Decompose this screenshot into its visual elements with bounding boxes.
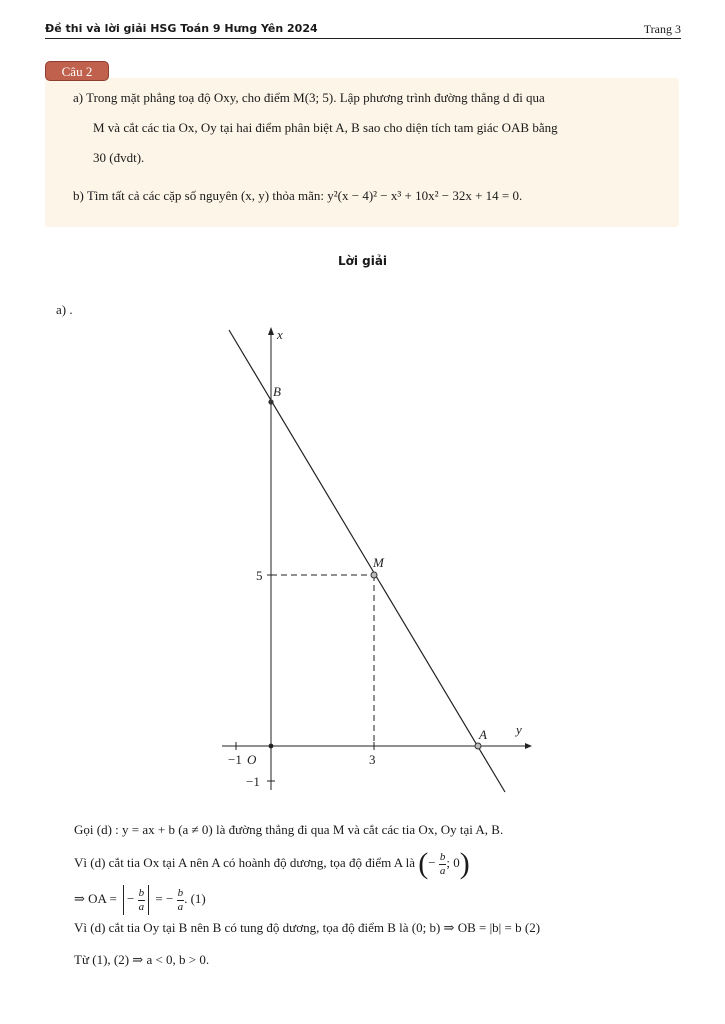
minus-sign: −	[428, 855, 436, 870]
semi-zero: ; 0	[446, 855, 460, 870]
tick-3-label: 3	[369, 752, 376, 767]
line-d	[229, 330, 505, 792]
problem-a-line2: M và cắt các tia Ox, Oy tại hai điểm phân biệt A, B sao cho diện tích tam giác OAB bằng	[93, 120, 558, 135]
origin-label: O	[247, 752, 257, 767]
coordinate-graph	[0, 320, 725, 800]
fraction-b-over-a-result: $\frac{b}{a}$	[177, 886, 184, 913]
problem-a-line3: 30 (đvdt).	[93, 150, 145, 165]
point-a-label: A	[479, 727, 487, 742]
fraction-b-over-a-abs: $\frac{b}{a}$	[138, 886, 145, 913]
problem-a-line1: a) Trong mặt phẳng toạ độ Oxy, cho điểm M(3; 5). Lập phương trình đường thẳng d đi qua	[73, 90, 545, 105]
solution-line2-text: Vì (d) cắt tia Ox tại A nên A có hoành độ dương, tọa độ điểm A là	[74, 855, 416, 870]
solution-line1: Gọi (d) : y = ax + b (a ≠ 0) là đường thẳng đi qua M và cắt các tia Ox, Oy tại A, B.	[74, 822, 504, 837]
paren-open: (	[418, 847, 429, 881]
point-b-label: B	[273, 384, 281, 399]
solution-line3-suffix: . (1)	[184, 891, 206, 906]
solution-line4: Vì (d) cắt tia Oy tại B nên B có tung độ dương, tọa độ điểm B là (0; b) ⇒ OB = |b| = b (2)	[74, 920, 541, 935]
tick-minus1-vertical-label: −1	[246, 774, 260, 789]
solution-title: Lời giải	[337, 254, 388, 268]
part-a-label: a) .	[56, 302, 73, 317]
point-a-marker	[475, 743, 481, 749]
point-m-marker	[371, 572, 377, 578]
solution-line3-prefix: ⇒ OA =	[74, 891, 117, 906]
fraction-b-over-a: $\frac{b}{a}$	[439, 850, 446, 877]
point-b-marker	[268, 399, 273, 404]
solution-line2	[74, 846, 470, 880]
vertical-axis-arrow	[268, 327, 274, 335]
question-tag: Câu 2	[45, 61, 109, 81]
abs-bar-left	[123, 885, 124, 915]
point-m-label: M	[373, 555, 384, 570]
page-number: Trang 3	[643, 22, 681, 36]
axis-y-label: y	[516, 722, 522, 737]
problem-b-line: b) Tìm tất cả các cặp số nguyên (x, y) thỏa mãn: y²(x − 4)² − x³ + 10x² − 32x + 14 = 0.	[73, 188, 523, 203]
solution-line5: Từ (1), (2) ⇒ a < 0, b > 0.	[74, 952, 210, 967]
origin-marker	[269, 744, 274, 749]
document-title: Đề thi và lời giải HSG Toán 9 Hưng Yên 2024	[45, 22, 318, 35]
abs-bar-right	[148, 885, 149, 915]
axis-x-label: x	[277, 327, 283, 342]
page-header	[45, 22, 681, 39]
horizontal-axis-arrow	[525, 743, 532, 749]
tick-5-label: 5	[256, 568, 263, 583]
paren-close: )	[459, 847, 470, 881]
solution-line3: ⇒ OA = − $\frac{b}{a}$ = − $\frac{b}{a}$ . (1)	[74, 882, 206, 916]
tick-minus1-horizontal-label: −1	[228, 752, 242, 767]
